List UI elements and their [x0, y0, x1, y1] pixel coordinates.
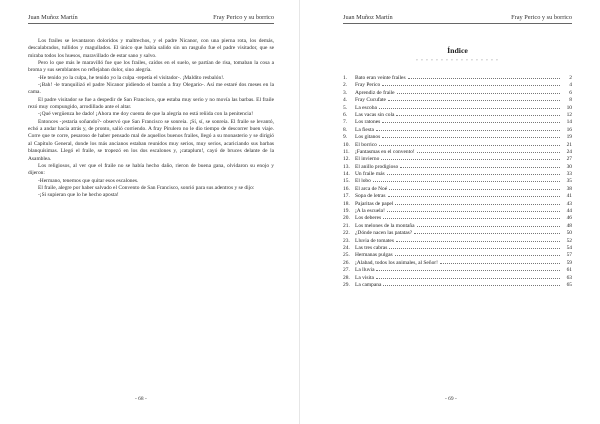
paragraph: -He tenido yo la culpa, he tenido yo la culpa -repetía el visitador-. ¡Maldito resbalón!. — [38, 74, 225, 81]
toc-leader — [400, 163, 560, 168]
toc-title: La lluvia — [355, 267, 375, 274]
toc-entry[interactable] — [343, 126, 572, 133]
page-number: - 68 - — [135, 396, 147, 402]
toc-leader — [381, 155, 560, 160]
toc-title: Un fraile más — [355, 171, 385, 178]
toc-page: 35 — [566, 178, 572, 185]
toc-leader — [379, 104, 560, 109]
toc-leader — [395, 200, 560, 205]
toc-number: 22. — [343, 230, 350, 237]
index-ornament: ° ° ° ° ° ° ° ° ° ° ° ° ° ° ° ° ° — [416, 58, 499, 63]
toc-entry[interactable] — [343, 237, 572, 244]
toc-entry[interactable] — [343, 81, 572, 88]
toc-number: 10. — [343, 141, 350, 148]
toc-page: 12 — [566, 111, 572, 118]
toc-page: 54 — [566, 244, 572, 251]
toc-entry[interactable] — [343, 170, 572, 177]
toc-page: 52 — [566, 237, 572, 244]
paragraph: El fraile, alegre por haber salvado el Convento de San Francisco, sonrió para sus adentros y se dijo: — [38, 184, 255, 191]
toc-leader — [389, 244, 560, 249]
toc-number: 9. — [343, 134, 348, 141]
toc-number: 4. — [343, 97, 348, 104]
toc-number: 14. — [343, 171, 350, 178]
paragraph: Pero lo que más le maravilló fue que los frailes, caídos en el suelo, se partían de risa, tomaban la cosa a broma y sus semblantes no reflejaban dolor, sino alegría. — [28, 60, 274, 74]
toc-page: 10 — [566, 104, 572, 111]
toc-leader — [417, 148, 560, 153]
toc-number: 3. — [343, 89, 348, 96]
toc-title: ¡Fantasmas en el convento! — [355, 148, 415, 155]
toc-entry[interactable] — [343, 141, 572, 148]
header-author: Juan Muñoz Martín — [28, 14, 78, 21]
toc-title: Los ratones — [355, 119, 381, 126]
toc-entry[interactable] — [343, 148, 572, 155]
toc-page: 61 — [566, 267, 572, 274]
toc-page: 48 — [566, 222, 572, 229]
toc-leader — [376, 274, 560, 279]
toc-page: 59 — [566, 259, 572, 266]
toc-page: 65 — [566, 281, 572, 288]
toc-entry[interactable] — [343, 74, 572, 81]
toc-page: 21 — [566, 141, 572, 148]
toc-leader — [373, 177, 560, 182]
header-rule — [28, 23, 274, 24]
toc-entry[interactable] — [343, 214, 572, 221]
toc-page: 57 — [566, 252, 572, 259]
toc-number: 8. — [343, 126, 348, 133]
header-rule — [343, 23, 572, 24]
paragraph: -¡Qué vergüenza he dado! ¡Ahora me doy cuenta de que la alegría no está reñida con la penitencia! — [38, 111, 254, 118]
toc-entry[interactable] — [343, 200, 572, 207]
toc-title: El arca de Noé — [355, 185, 388, 192]
toc-entry[interactable] — [343, 133, 572, 140]
toc-title: Las vacas sin cola — [355, 111, 395, 118]
toc-leader — [417, 222, 561, 227]
toc-number: 15. — [343, 178, 350, 185]
paragraph: -Hermano, tenemos que quitar esos escalones. — [38, 177, 139, 184]
paragraph: Los religiosos, al ver que el fraile no se había hecho daño, rieron de buena gana, olvidaron su enojo y dijeron: — [28, 162, 274, 177]
toc-number: 25. — [343, 252, 350, 259]
toc-title: Los melones de la montaña — [355, 222, 415, 229]
toc-leader — [389, 185, 560, 190]
toc-entry[interactable] — [343, 177, 572, 184]
toc-leader — [395, 251, 560, 256]
toc-leader — [376, 266, 560, 271]
toc-title: ¡Alabad, todos los animales, al Señor! — [355, 259, 438, 266]
toc-leader — [396, 237, 560, 242]
toc-entry[interactable] — [343, 163, 572, 170]
paragraph: -¡Si supieran que lo he hecho aposta! — [38, 192, 119, 199]
page-number: - 69 - — [445, 396, 457, 402]
toc-entry[interactable] — [343, 111, 572, 118]
toc-title: Hermanas pulgas — [355, 252, 393, 259]
toc-leader — [387, 207, 560, 212]
toc-page: 4 — [569, 82, 572, 89]
toc-entry[interactable] — [343, 251, 572, 258]
toc-entry[interactable] — [343, 104, 572, 111]
toc-number: 27. — [343, 267, 350, 274]
toc-title: Sopa de letras — [355, 193, 386, 200]
toc-page: 19 — [566, 134, 572, 141]
toc-title: Bato eran veinte frailes — [355, 75, 406, 81]
toc-title: La escoba — [355, 104, 377, 111]
toc-number: 26. — [343, 259, 350, 266]
toc-page: 24 — [566, 148, 572, 155]
toc-page: 38 — [566, 185, 572, 192]
toc-entry[interactable] — [343, 118, 572, 125]
toc-leader — [388, 96, 560, 101]
toc-title: Fray Perico — [355, 82, 381, 89]
toc-title: El anillo prodigioso — [355, 163, 399, 170]
toc-page: 63 — [566, 274, 572, 281]
toc-number: 13. — [343, 163, 350, 170]
index-title: Índice — [447, 46, 468, 55]
toc-number: 7. — [343, 119, 348, 126]
header-author: Juan Muñoz Martín — [343, 14, 393, 21]
right-page — [300, 0, 600, 424]
toc-title: Las tres cabras — [355, 244, 388, 251]
toc-title: El lobo — [355, 178, 371, 185]
toc-leader — [383, 214, 560, 219]
toc-leader — [414, 229, 560, 234]
toc-page: 41 — [566, 193, 572, 200]
toc-entry[interactable] — [343, 274, 572, 281]
toc-number: 12. — [343, 156, 350, 163]
toc-page: 33 — [566, 171, 572, 178]
toc-leader — [396, 111, 560, 116]
toc-leader — [388, 192, 560, 197]
paragraph: El padre visitador se fue a despedir de San Francisco, que estaba muy serio y no movía las barbas. El fraile rezó muy compungido, arrodillado ante el altar. — [28, 96, 274, 111]
header-title: Fray Perico y su borrico — [213, 14, 274, 21]
toc-entry[interactable] — [343, 192, 572, 199]
toc-number: 29. — [343, 281, 350, 288]
toc-leader — [387, 170, 560, 175]
toc-number: 28. — [343, 274, 350, 281]
toc-title: La campana — [355, 281, 382, 288]
toc-number: 16. — [343, 185, 350, 192]
toc-title: El borrico — [355, 141, 377, 148]
toc-number: 11. — [343, 148, 350, 155]
toc-page: 2 — [569, 75, 572, 81]
toc-entry[interactable] — [343, 207, 572, 214]
toc-page: 46 — [566, 215, 572, 222]
toc-leader — [382, 81, 560, 86]
toc-page: 8 — [569, 97, 572, 104]
toc-entry[interactable] — [343, 259, 572, 266]
toc-title: El invierno — [355, 156, 380, 163]
toc-number: 2. — [343, 82, 348, 89]
toc-entry[interactable] — [343, 244, 572, 251]
toc-entry[interactable] — [343, 281, 572, 288]
toc-number: 17. — [343, 193, 350, 200]
toc-number: 18. — [343, 200, 350, 207]
toc-title: Pajaritas de papel — [355, 200, 394, 207]
toc-title: ¡A la escuela! — [355, 208, 385, 215]
toc-title: La fiesta — [355, 126, 374, 133]
table-of-contents — [343, 74, 572, 288]
toc-title: Los gitanos — [355, 134, 381, 141]
toc-entry[interactable] — [343, 89, 572, 96]
paragraph: Los frailes se levantaron doloridos y maltrechos, y el padre Nicanor, con una pierna rota, los demás, descalabrados, tullidos y magullados. El único que había salido sin un rasguño fue el padre visitador, que se miraba todos los huesos, maravillado de estar sano y salvo. — [28, 38, 274, 59]
toc-title: Lluvia de tomates — [355, 237, 394, 244]
toc-page: 27 — [566, 156, 572, 163]
toc-leader — [379, 141, 560, 146]
toc-entry[interactable] — [343, 229, 572, 236]
toc-leader — [383, 281, 560, 286]
paragraph: -¡Bah! -le tranquilizó el padre Nicanor pidiendo el bastón a fray Olegario-. Así me estaré dos meses en la cama. — [28, 82, 274, 96]
toc-number: 24. — [343, 244, 350, 251]
toc-entry[interactable] — [343, 155, 572, 162]
toc-page: 44 — [566, 208, 572, 215]
toc-page: 30 — [566, 163, 572, 170]
toc-page: 43 — [566, 200, 572, 207]
toc-number: 1. — [343, 75, 348, 81]
toc-leader — [408, 74, 560, 79]
toc-number: 21. — [343, 222, 350, 229]
toc-leader — [382, 118, 560, 123]
toc-leader — [397, 89, 560, 94]
toc-entry[interactable] — [343, 96, 572, 103]
toc-entry[interactable] — [343, 266, 572, 273]
toc-leader — [376, 126, 560, 131]
toc-page: 14 — [566, 119, 572, 126]
toc-number: 19. — [343, 208, 350, 215]
toc-title: ¿Dónde nacen las patatas? — [355, 230, 413, 237]
toc-number: 20. — [343, 215, 350, 222]
story-text — [28, 38, 274, 200]
toc-leader — [382, 133, 560, 138]
toc-page: 50 — [566, 230, 572, 237]
toc-page: 16 — [566, 126, 572, 133]
toc-title: Aprendiz de fraile — [355, 89, 395, 96]
header-title: Fray Perico y su borrico — [511, 14, 572, 21]
toc-entry[interactable] — [343, 185, 572, 192]
toc-number: 23. — [343, 237, 350, 244]
paragraph: Entonces -¡estaría soñando?- observó que San Francisco se sonreía. ¡Sí, sí, se sonreía. El fraile se levantó, echó a andar hacia atrás y, de pronto, salió corriendo. A fray Pirulero no le dio tiempo de descorrer buen viaje. Corre que te corre, pesaroso de haber pensado mal de aquellos buenos frailes, llegó a su monasterio y se dirigió al Capítulo General, donde los más ancianos estaban reunidos muy serios, muy serios, acariciando sus barbas blanquísimas. Llegó el fraile, se tropezó en los dos escalones y, ¡cataplum!, cayó de bruces delante de la Asamblea. — [28, 118, 274, 162]
toc-title: Fray Cucufate — [355, 97, 386, 104]
toc-title: Los deberes — [355, 215, 382, 222]
toc-number: 5. — [343, 104, 348, 111]
toc-page: 6 — [569, 89, 572, 96]
toc-entry[interactable] — [343, 222, 572, 229]
toc-leader — [440, 259, 560, 264]
toc-title: La visita — [355, 274, 374, 281]
toc-number: 6. — [343, 111, 348, 118]
